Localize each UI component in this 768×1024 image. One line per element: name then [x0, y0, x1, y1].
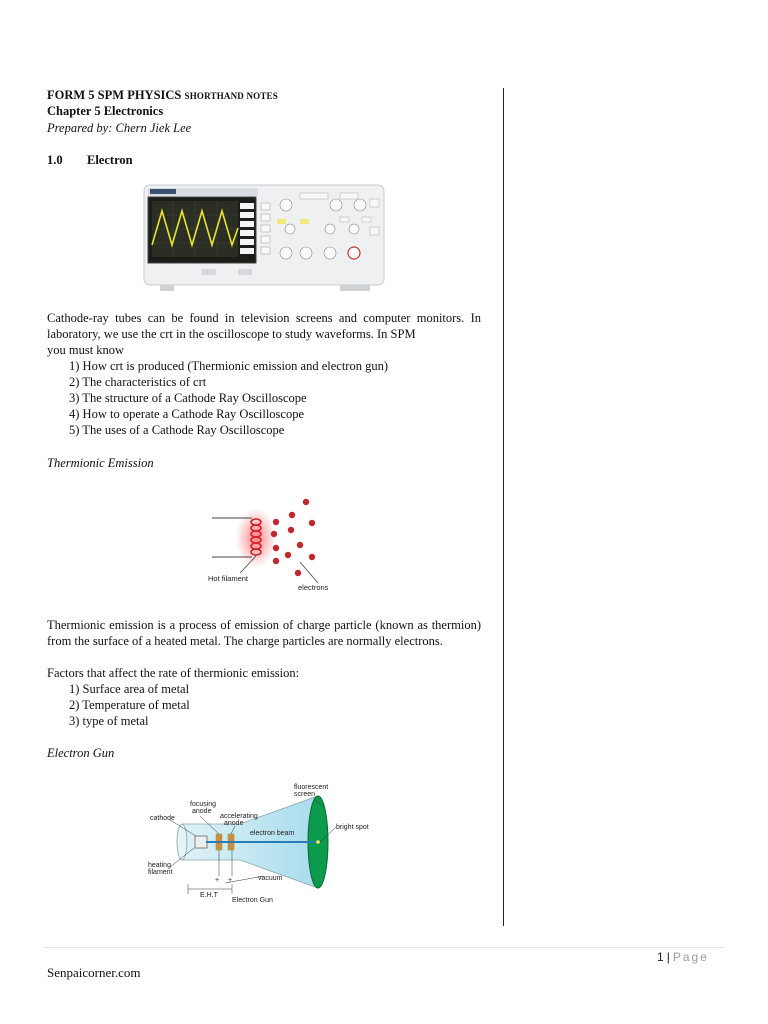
page-indicator [657, 950, 709, 964]
intro-line-3: you must know [47, 343, 125, 357]
label-hot-filament: Hot filament [208, 574, 249, 583]
factors-heading: Factors that affect the rate of thermionic emission: [47, 666, 300, 680]
label-fluorescent: fluorescent [294, 784, 329, 791]
list-item: 2) Temperature of metal [69, 698, 190, 712]
label-eht: E.H.T [200, 892, 218, 899]
label-electrons: electrons [298, 583, 329, 592]
label-focusing: focusing [190, 801, 217, 808]
chapter-title: Chapter 5 Electronics [47, 104, 164, 118]
label-vacuum: vacuum [258, 875, 283, 882]
oscilloscope-icon [140, 183, 386, 297]
section-number: 1.0 [47, 153, 63, 167]
label-cathode: cathode [150, 815, 175, 822]
list-item: 2) The characteristics of crt [69, 375, 207, 389]
document-title [47, 87, 278, 104]
list-item: 4) How to operate a Cathode Ray Oscilloscope [69, 407, 305, 421]
electron-gun-heading: Electron Gun [47, 746, 115, 760]
label-accelerating: accelerating [220, 813, 258, 820]
label-focusing-anode: anode [192, 808, 212, 815]
label-heating: heating [148, 862, 171, 869]
label-accelerating-anode: anode [224, 820, 244, 827]
section-title: Electron [87, 153, 133, 167]
title-small: SHORTHAND NOTES [184, 91, 278, 101]
intro-line-2: laboratory, we use the crt in the oscilloscope to study waveforms. In SPM [47, 327, 416, 341]
thermionic-para-2: from the surface of a heated metal. The charge particles are normally electrons. [47, 634, 443, 648]
footer-rule [43, 947, 725, 948]
intro-line-1: Cathode-ray tubes can be found in television screens and computer monitors. In [47, 311, 481, 325]
label-plus: + [215, 877, 220, 884]
label-bright-spot: bright spot [336, 824, 369, 831]
prepared-by: Prepared by: Chern Jiek Lee [47, 121, 192, 135]
thermionic-heading: Thermionic Emission [47, 456, 154, 470]
page-word: Page [672, 950, 709, 964]
list-item: 5) The uses of a Cathode Ray Oscilloscope [69, 423, 285, 437]
column-divider [503, 88, 504, 926]
list-item: 1) Surface area of metal [69, 682, 190, 696]
title-main: FORM 5 SPM PHYSICS [47, 88, 185, 102]
footer-site: Senpaicorner.com [47, 965, 141, 980]
thermionic-para-1: Thermionic emission is a process of emission of charge particle (known as thermion) [47, 618, 481, 632]
label-screen: screen [294, 791, 316, 798]
page-number: 1 [657, 950, 664, 964]
label-electron-beam: electron beam [250, 830, 295, 837]
label-filament: filament [148, 869, 173, 876]
list-item: 3) The structure of a Cathode Ray Oscilloscope [69, 391, 307, 405]
diagram-caption: Electron Gun [232, 897, 273, 904]
electron-dots [271, 499, 315, 576]
list-item: 3) type of metal [69, 714, 149, 728]
hot-filament-icon [200, 490, 350, 595]
label-plus: + [228, 877, 233, 884]
page-separator: | [666, 950, 670, 964]
list-item: 1) How crt is produced (Thermionic emission and electron gun) [69, 359, 389, 373]
electron-gun-icon [140, 778, 380, 908]
